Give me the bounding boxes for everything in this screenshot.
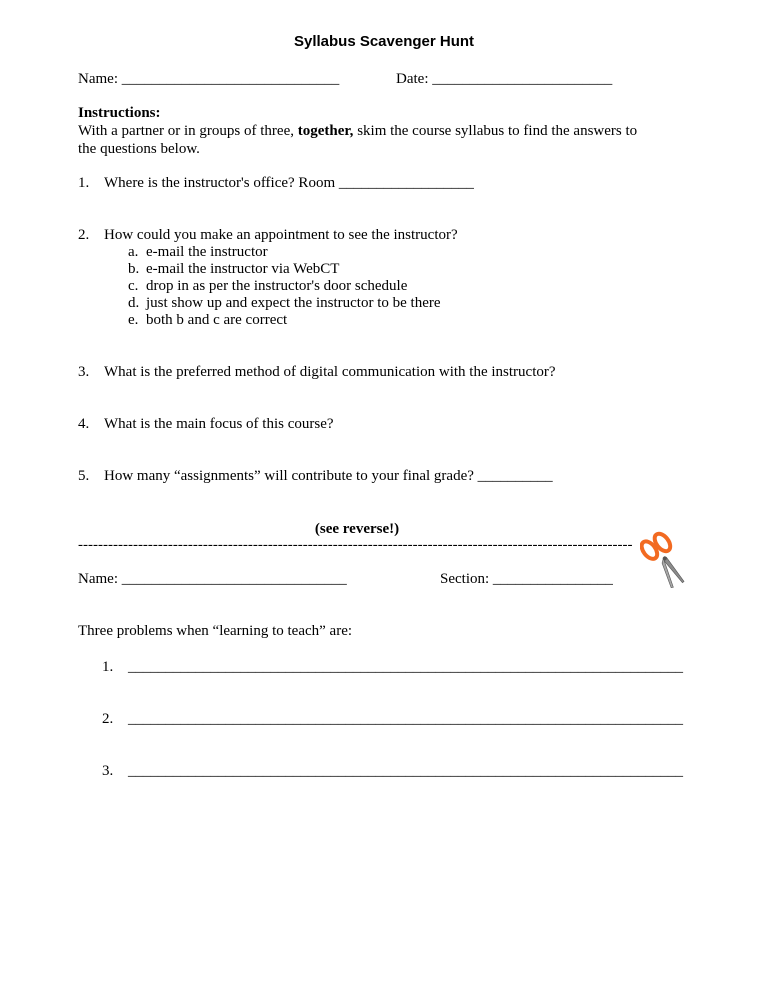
question-2: 2. How could you make an appointment to see the instructor? (78, 227, 458, 243)
option-e: e. both b and c are correct (128, 312, 288, 328)
section-label: Section: (440, 571, 490, 587)
option-a: a. e-mail the instructor (128, 244, 268, 260)
question-4: 4. What is the main focus of this course? (78, 416, 334, 432)
name-blank: _____________________________ (121, 71, 340, 87)
see-reverse-note: (see reverse!) (314, 521, 400, 537)
scissors-icon (640, 528, 692, 592)
question-5: 5. How many “assignments” will contribute to your final grade? __________ (78, 468, 553, 484)
option-b: b. e-mail the instructor via WebCT (128, 261, 340, 277)
cut-line: --------------------------------------------------------------------------------------------------------------- (78, 537, 633, 553)
tear-name-blank: ______________________________ (121, 571, 347, 587)
section-blank: ________________ (492, 571, 613, 587)
option-d: d. just show up and expect the instructor to be there (128, 295, 441, 311)
date-field[interactable] (396, 70, 612, 88)
tear-name-field[interactable] (78, 570, 347, 588)
problem-line-2[interactable]: 2. __________________________________________________________________________ (102, 711, 683, 727)
instructions-text: With a partner or in groups of three, together, skim the course syllabus to find the answers to the questions below. (78, 123, 638, 157)
name-label: Name: (78, 71, 118, 87)
option-c: c. drop in as per the instructor's door schedule (128, 278, 408, 294)
problems-heading: Three problems when “learning to teach” are: (78, 623, 353, 639)
page-title: Syllabus Scavenger Hunt (293, 33, 475, 50)
date-blank: ________________________ (432, 71, 613, 87)
date-label: Date: (396, 71, 429, 87)
tear-name-label: Name: (78, 571, 118, 587)
problem-line-3[interactable]: 3. __________________________________________________________________________ (102, 763, 683, 779)
question-1: 1. Where is the instructor's office? Room __________________ (78, 175, 474, 191)
problem-line-1[interactable]: 1. __________________________________________________________________________ (102, 659, 683, 675)
name-field[interactable] (78, 70, 339, 88)
section-field[interactable] (440, 570, 613, 588)
instructions-heading: Instructions: (78, 105, 161, 121)
question-3: 3. What is the preferred method of digital communication with the instructor? (78, 364, 556, 380)
